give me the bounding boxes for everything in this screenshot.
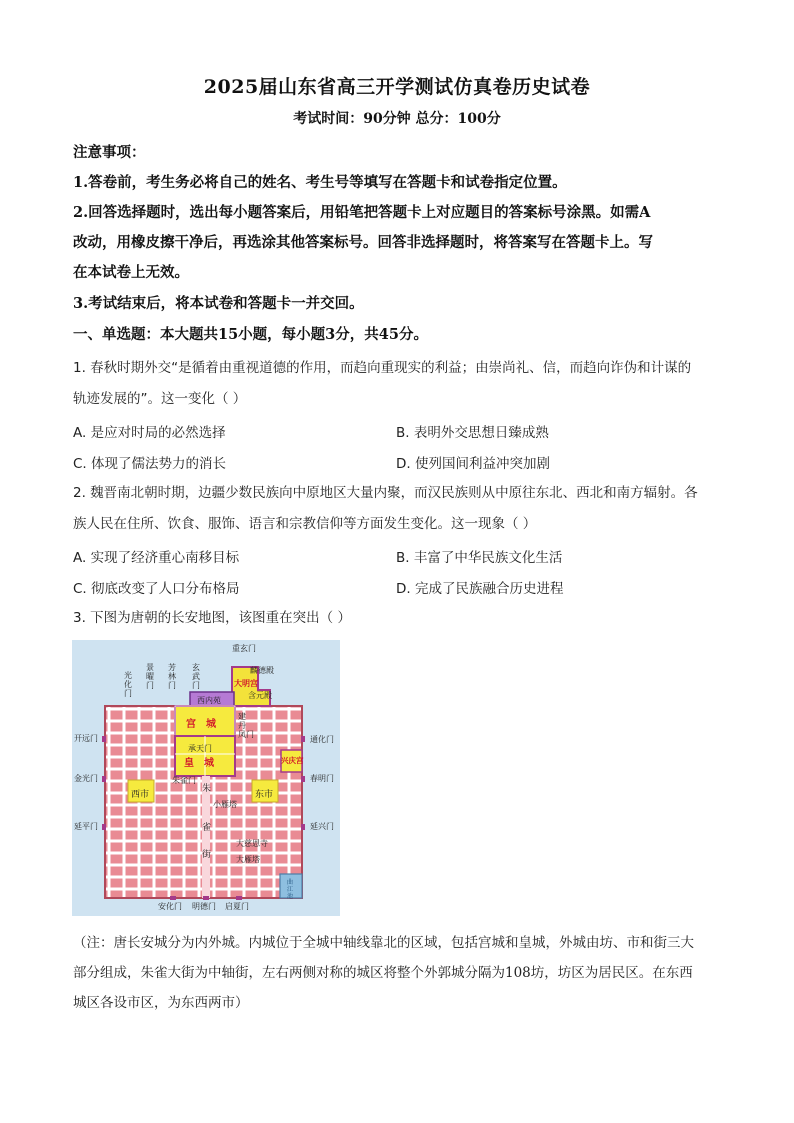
question-3-stem: 3. 下图为唐朝的长安地图，该图重在突出（ ） xyxy=(73,610,351,626)
label-jinguang-gate: 金光门 xyxy=(74,774,98,783)
question-1-stem-line-2: 轨迹发展的”。这一变化（ ） xyxy=(73,391,247,407)
changan-map xyxy=(72,640,340,916)
label-dacien-temple: 大慈恩寺 xyxy=(236,839,268,848)
label-imperial-city: 皇城 xyxy=(184,758,224,769)
question-2-option-d[interactable]: D. 完成了民族融合历史进程 xyxy=(396,581,564,597)
label-chengtian-gate: 承天门 xyxy=(188,744,212,753)
map-note-line-2: 部分组成，朱雀大街为中轴街，左右两侧对称的城区将整个外郭城分隔为108坊，坊区为居民区。在东西 xyxy=(73,965,693,981)
question-2-option-a[interactable]: A. 实现了经济重心南移目标 xyxy=(73,550,240,566)
label-fanglin-gate: 芳林门 xyxy=(168,663,176,690)
notice-item-1: 1.答卷前，考生务必将自己的姓名、考生号等填写在答题卡和试卷指定位置。 xyxy=(73,174,567,191)
label-west-market: 西市 xyxy=(131,790,150,800)
page-title: 2025届山东省高三开学测试仿真卷历史试卷 xyxy=(203,76,591,98)
question-1-stem-line-1: 1. 春秋时期外交“是循着由重视道德的作用，而趋向重现实的利益；由崇尚礼、信，而趋向诈伪和计谋的 xyxy=(73,360,692,376)
label-zhuque-street: 朱雀街 xyxy=(202,784,212,860)
label-tonghua-gate: 通化门 xyxy=(310,735,334,744)
question-2-stem-line-1: 2. 魏晋南北朝时期，边疆少数民族向中原地区大量内聚，而汉民族则从中原往东北、西北和南方辐射。各 xyxy=(73,485,698,501)
label-chunming-gate: 春明门 xyxy=(310,774,334,783)
notice-item-2-line-2: 改动，用橡皮擦干净后，再选涂其他答案标号。回答非选择题时，将答案写在答题卡上。写 xyxy=(73,234,653,251)
zhuque-street xyxy=(202,776,210,898)
notice-item-2-line-1: 2.回答选择题时，选出每小题答案后，用铅笔把答题卡上对应题目的答案标号涂黑。如需A xyxy=(73,204,651,221)
question-2-stem-line-2: 族人民在住所、饮食、服饰、语言和宗教信仰等方面发生变化。这一现象（ ） xyxy=(73,516,537,532)
label-big-wild-goose-pagoda: 大雁塔 xyxy=(236,855,260,864)
notice-item-2-line-3: 在本试卷上无效。 xyxy=(73,264,189,281)
label-zhuque-gate: 朱雀门 xyxy=(172,776,196,785)
notice-heading: 注意事项： xyxy=(73,144,146,161)
label-yanxing-gate: 延兴门 xyxy=(310,822,334,831)
label-mingde-gate: 明德门 xyxy=(192,902,216,911)
label-small-wild-goose-pagoda: 小雁塔 xyxy=(213,800,237,809)
label-xineiyuan: 西内苑 xyxy=(197,696,221,705)
label-east-market: 东市 xyxy=(255,790,274,800)
label-jingyao-gate: 景曜门 xyxy=(146,663,154,690)
label-palace-city: 宫城 xyxy=(186,719,226,730)
label-xuanwu-gate: 玄武门 xyxy=(192,663,200,690)
map-note-line-3: 城区各设市区，为东西两市） xyxy=(73,995,249,1011)
question-1-option-b[interactable]: B. 表明外交思想日臻成熟 xyxy=(396,425,549,441)
changan-map-svg xyxy=(72,640,340,916)
label-qujiang-pond: 曲江池 xyxy=(287,879,294,900)
label-qixia-gate: 启夏门 xyxy=(225,902,249,911)
label-linde-hall: 麟德殿 xyxy=(250,666,274,675)
label-kaiyuan-gate: 开远门 xyxy=(74,734,98,743)
exam-info: 考试时间：90分钟 总分：100分 xyxy=(293,111,501,127)
question-2-option-b[interactable]: B. 丰富了中华民族文化生活 xyxy=(396,550,563,566)
label-anhua-gate: 安化门 xyxy=(158,902,182,911)
question-1-option-a[interactable]: A. 是应对时局的必然选择 xyxy=(73,425,226,441)
notice-item-3: 3.考试结束后，将本试卷和答题卡一并交回。 xyxy=(73,295,364,312)
label-hanyuan-hall: 含元殿 xyxy=(248,691,272,700)
label-danfeng-gate: 建丹凤门 xyxy=(238,712,254,739)
label-guanghua-gate: 光化门 xyxy=(124,671,132,698)
section-heading: 一、单选题：本大题共15小题，每小题3分，共45分。 xyxy=(73,326,428,343)
map-note-line-1: （注：唐长安城分为内外城。内城位于全城中轴线靠北的区域，包括宫城和皇城，外城由坊、市和街三大 xyxy=(73,935,694,951)
label-yanping-gate: 延平门 xyxy=(74,822,98,831)
label-chongxuan-gate: 重玄门 xyxy=(232,644,256,653)
label-daming-palace: 大明宫 xyxy=(234,679,258,688)
question-2-option-c[interactable]: C. 彻底改变了人口分布格局 xyxy=(73,581,240,597)
label-xingqing-palace: 兴庆宫 xyxy=(281,756,304,765)
question-1-option-d[interactable]: D. 使列国间利益冲突加剧 xyxy=(396,456,550,472)
question-1-option-c[interactable]: C. 体现了儒法势力的消长 xyxy=(73,456,227,472)
